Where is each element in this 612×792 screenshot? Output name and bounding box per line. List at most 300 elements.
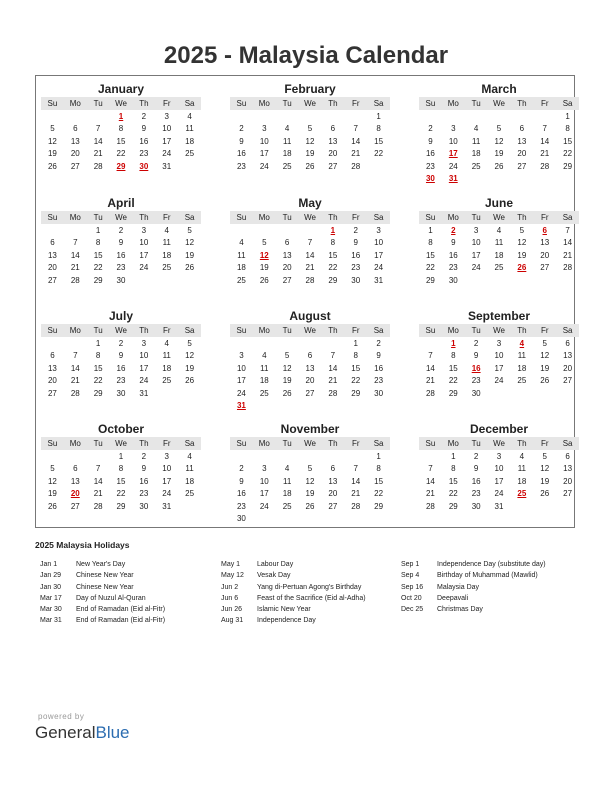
holiday-row xyxy=(40,615,165,626)
day-cell: 30 xyxy=(116,388,126,398)
day-cell: 25 xyxy=(162,376,172,386)
holiday-day: 20 xyxy=(70,489,80,499)
day-cell: 30 xyxy=(374,388,384,398)
day-cell: 5 xyxy=(187,338,192,348)
brand-logo[interactable] xyxy=(35,723,130,743)
holiday-name: New Year's Day xyxy=(76,561,126,568)
day-cell: 20 xyxy=(563,476,573,486)
day-cell: 28 xyxy=(70,388,80,398)
day-cell: 11 xyxy=(185,464,194,474)
day-cell: 8 xyxy=(95,351,101,361)
weekday-label: Th xyxy=(139,326,149,335)
day-cell: 29 xyxy=(93,388,103,398)
weekday-label: Th xyxy=(517,99,527,108)
weekday-label: Su xyxy=(47,326,58,335)
week-row xyxy=(41,249,201,262)
day-cell: 13 xyxy=(328,136,338,146)
week-row xyxy=(230,262,390,275)
holiday-day: 31 xyxy=(236,401,246,411)
day-cell: 29 xyxy=(425,275,435,285)
weekday-label: We xyxy=(304,326,316,335)
holiday-date: Sep 16 xyxy=(401,583,424,591)
day-cell: 9 xyxy=(451,238,456,248)
weekday-label: Mo xyxy=(258,439,270,448)
week-row xyxy=(419,148,579,161)
weekday-label: Tu xyxy=(282,326,292,335)
day-cell: 8 xyxy=(376,464,381,474)
day-cell: 3 xyxy=(473,225,479,235)
day-cell: 15 xyxy=(425,250,435,260)
weekday-header xyxy=(41,97,201,110)
day-cell: 19 xyxy=(540,363,550,373)
month-may xyxy=(230,195,390,287)
day-cell: 3 xyxy=(164,111,169,121)
calendar-grid xyxy=(35,75,575,528)
day-cell: 5 xyxy=(50,464,55,474)
day-cell: 29 xyxy=(374,501,384,511)
holiday-name: Yang di-Pertuan Agong's Birthday xyxy=(257,583,362,591)
holiday-name: Day of Nuzul Al-Quran xyxy=(76,594,146,602)
weekday-label: Sa xyxy=(562,439,573,448)
holiday-day: 4 xyxy=(519,338,525,348)
weekday-label: Sa xyxy=(562,213,573,222)
day-cell: 19 xyxy=(305,489,315,499)
brand-part-2: Blue xyxy=(95,723,130,742)
day-cell: 21 xyxy=(425,376,435,386)
day-cell: 12 xyxy=(540,351,550,361)
day-cell: 25 xyxy=(259,388,269,398)
holiday-name: Labour Day xyxy=(257,561,294,568)
day-cell: 14 xyxy=(351,476,361,486)
day-cell: 11 xyxy=(282,136,292,146)
week-row xyxy=(230,110,390,123)
day-cell: 20 xyxy=(517,149,527,159)
day-cell: 4 xyxy=(284,464,290,474)
day-cell: 6 xyxy=(284,238,290,248)
weekday-label: Su xyxy=(47,439,58,448)
day-cell: 27 xyxy=(328,161,338,171)
day-cell: 27 xyxy=(47,388,57,398)
weekday-label: Su xyxy=(236,213,247,222)
week-row xyxy=(230,375,390,388)
day-cell: 18 xyxy=(162,363,172,373)
weekday-label: Mo xyxy=(258,213,270,222)
month-name: December xyxy=(469,422,529,436)
day-cell: 22 xyxy=(425,263,435,273)
day-cell: 2 xyxy=(141,451,147,461)
day-cell: 16 xyxy=(351,250,361,260)
day-cell: 11 xyxy=(282,476,292,486)
weekday-header xyxy=(230,437,390,450)
week-row xyxy=(419,488,579,501)
day-cell: 12 xyxy=(185,351,195,361)
day-cell: 23 xyxy=(236,501,246,511)
day-cell: 26 xyxy=(282,388,292,398)
weekday-label: Sa xyxy=(373,439,384,448)
day-cell: 11 xyxy=(237,250,246,260)
weekday-label: Fr xyxy=(540,99,549,108)
day-cell: 27 xyxy=(517,161,527,171)
day-cell: 15 xyxy=(374,476,384,486)
day-cell: 28 xyxy=(563,263,573,273)
day-cell: 1 xyxy=(376,451,381,461)
holiday-name: Independence Day (substitute day) xyxy=(437,561,546,568)
week-row xyxy=(41,362,201,375)
day-cell: 10 xyxy=(139,238,149,248)
day-cell: 29 xyxy=(351,388,361,398)
weekday-label: Th xyxy=(517,326,527,335)
week-row xyxy=(419,249,579,262)
day-cell: 19 xyxy=(305,149,315,159)
day-cell: 9 xyxy=(118,238,124,248)
holiday-row xyxy=(401,593,546,604)
day-cell: 23 xyxy=(116,376,126,386)
day-cell: 13 xyxy=(47,250,57,260)
weekday-label: Th xyxy=(328,99,338,108)
day-cell: 15 xyxy=(374,136,384,146)
week-row xyxy=(230,475,390,488)
holiday-day: 17 xyxy=(448,149,458,159)
day-cell: 2 xyxy=(353,225,358,235)
day-cell: 19 xyxy=(540,476,550,486)
day-cell: 25 xyxy=(236,275,246,285)
week-row xyxy=(230,513,390,526)
holiday-date: May 12 xyxy=(221,572,244,580)
day-cell: 26 xyxy=(47,161,57,171)
weekday-label: We xyxy=(115,439,127,448)
weekday-label: Su xyxy=(47,213,58,222)
day-cell: 25 xyxy=(185,149,195,159)
day-cell: 5 xyxy=(284,351,290,361)
day-cell: 22 xyxy=(448,376,458,386)
holiday-date: Jan 29 xyxy=(40,572,62,580)
month-name: March xyxy=(481,82,517,96)
weekday-label: Mo xyxy=(69,213,81,222)
day-cell: 25 xyxy=(185,489,195,499)
day-cell: 30 xyxy=(351,275,361,285)
day-cell: 8 xyxy=(353,351,358,361)
day-cell: 27 xyxy=(563,376,573,386)
day-cell: 23 xyxy=(425,161,435,171)
weekday-label: Fr xyxy=(351,213,360,222)
day-cell: 28 xyxy=(305,275,315,285)
weekday-label: We xyxy=(115,99,127,108)
day-cell: 8 xyxy=(95,238,101,248)
weekday-label: Tu xyxy=(282,439,292,448)
day-cell: 9 xyxy=(376,351,381,361)
day-cell: 17 xyxy=(139,363,149,373)
day-cell: 16 xyxy=(139,136,149,146)
day-cell: 24 xyxy=(139,376,149,386)
day-cell: 8 xyxy=(451,464,456,474)
day-cell: 2 xyxy=(118,225,124,235)
day-cell: 13 xyxy=(70,136,80,146)
week-row xyxy=(230,450,390,463)
weekday-label: Su xyxy=(236,326,247,335)
weekday-label: Su xyxy=(425,439,436,448)
week-row xyxy=(230,274,390,287)
holiday-row xyxy=(221,615,366,626)
week-row xyxy=(419,463,579,476)
weekday-label: We xyxy=(304,439,316,448)
holiday-row xyxy=(40,582,165,593)
day-cell: 20 xyxy=(282,263,292,273)
day-cell: 15 xyxy=(351,363,361,373)
month-name: November xyxy=(280,422,340,436)
weekday-header xyxy=(419,437,579,450)
holiday-day: 25 xyxy=(517,489,527,499)
day-cell: 24 xyxy=(494,376,504,386)
week-row xyxy=(230,237,390,250)
day-cell: 2 xyxy=(239,464,244,474)
day-cell: 20 xyxy=(47,263,57,273)
holiday-day: 1 xyxy=(330,225,336,235)
day-cell: 17 xyxy=(259,489,269,499)
holiday-row xyxy=(221,570,366,581)
day-cell: 20 xyxy=(563,363,573,373)
weekday-label: Su xyxy=(236,99,247,108)
holiday-name: Christmas Day xyxy=(437,606,483,614)
month-february xyxy=(230,81,390,173)
month-december xyxy=(419,421,579,513)
weekday-label: Sa xyxy=(562,99,573,108)
day-cell: 20 xyxy=(47,376,57,386)
day-cell: 24 xyxy=(374,263,384,273)
day-cell: 15 xyxy=(328,250,338,260)
day-cell: 18 xyxy=(282,489,292,499)
weekday-label: Sa xyxy=(373,213,384,222)
weekday-label: Su xyxy=(425,326,436,335)
holiday-date: May 1 xyxy=(221,561,241,568)
day-cell: 4 xyxy=(187,111,192,121)
day-cell: 3 xyxy=(164,451,169,461)
holiday-day: 30 xyxy=(425,174,435,184)
day-cell: 12 xyxy=(47,136,57,146)
weekday-label: Tu xyxy=(471,99,481,108)
week-row xyxy=(41,337,201,350)
day-cell: 18 xyxy=(517,476,527,486)
week-row xyxy=(41,110,201,123)
month-august xyxy=(230,308,390,412)
day-cell: 26 xyxy=(259,275,269,285)
day-cell: 10 xyxy=(139,351,149,361)
day-cell: 27 xyxy=(328,501,338,511)
day-cell: 23 xyxy=(471,489,481,499)
day-cell: 18 xyxy=(259,376,269,386)
holiday-name: Chinese New Year xyxy=(76,572,134,580)
day-cell: 25 xyxy=(517,376,527,386)
day-cell: 14 xyxy=(563,238,573,248)
holiday-row xyxy=(221,582,366,593)
day-cell: 17 xyxy=(471,250,481,260)
day-cell: 19 xyxy=(494,149,504,159)
day-cell: 11 xyxy=(471,136,481,146)
week-row xyxy=(230,488,390,501)
day-cell: 28 xyxy=(425,501,435,511)
day-cell: 26 xyxy=(47,501,57,511)
weekday-label: Tu xyxy=(471,439,481,448)
month-name: October xyxy=(97,422,144,436)
day-cell: 17 xyxy=(494,363,504,373)
week-row xyxy=(419,224,579,237)
weekday-label: We xyxy=(493,326,505,335)
holiday-name: Malaysia Day xyxy=(437,583,480,591)
day-cell: 11 xyxy=(162,238,171,248)
weekday-label: Su xyxy=(47,99,58,108)
week-row xyxy=(419,173,579,186)
holiday-row xyxy=(221,604,366,615)
holiday-day: 1 xyxy=(451,338,456,348)
day-cell: 24 xyxy=(259,501,269,511)
weekday-label: Mo xyxy=(447,326,459,335)
day-cell: 11 xyxy=(517,351,527,361)
holidays-title: 2025 Malaysia Holidays xyxy=(35,540,130,550)
week-row xyxy=(41,262,201,275)
day-cell: 8 xyxy=(330,238,336,248)
day-cell: 9 xyxy=(428,136,433,146)
holiday-date: Mar 17 xyxy=(40,594,62,602)
day-cell: 29 xyxy=(448,388,458,398)
day-cell: 7 xyxy=(95,464,101,474)
day-cell: 17 xyxy=(139,250,149,260)
day-cell: 14 xyxy=(70,363,80,373)
day-cell: 18 xyxy=(517,363,527,373)
day-cell: 4 xyxy=(187,451,192,461)
weekday-label: Fr xyxy=(162,213,171,222)
day-cell: 19 xyxy=(259,263,269,273)
day-cell: 13 xyxy=(70,476,80,486)
day-cell: 10 xyxy=(162,464,172,474)
day-cell: 19 xyxy=(185,363,195,373)
day-cell: 6 xyxy=(73,124,78,134)
day-cell: 5 xyxy=(50,124,55,134)
day-cell: 23 xyxy=(448,263,458,273)
day-cell: 11 xyxy=(260,363,269,373)
holiday-row xyxy=(401,582,546,593)
day-cell: 27 xyxy=(47,275,57,285)
day-cell: 18 xyxy=(494,250,504,260)
day-cell: 16 xyxy=(236,149,246,159)
day-cell: 3 xyxy=(141,338,147,348)
day-cell: 19 xyxy=(47,149,57,159)
holiday-date: Mar 30 xyxy=(40,606,62,614)
day-cell: 21 xyxy=(328,376,338,386)
week-row xyxy=(41,237,201,250)
day-cell: 6 xyxy=(565,338,570,348)
day-cell: 3 xyxy=(496,451,502,461)
brand-part-1: General xyxy=(35,723,96,742)
day-cell: 12 xyxy=(517,238,527,248)
day-cell: 1 xyxy=(118,451,124,461)
day-cell: 11 xyxy=(185,124,194,134)
day-cell: 16 xyxy=(116,363,126,373)
day-cell: 21 xyxy=(305,263,315,273)
weekday-label: Th xyxy=(328,326,338,335)
weekday-label: Sa xyxy=(373,99,384,108)
day-cell: 11 xyxy=(162,351,171,361)
day-cell: 2 xyxy=(473,451,479,461)
holiday-day: 31 xyxy=(448,174,458,184)
weekday-label: Tu xyxy=(93,439,103,448)
day-cell: 6 xyxy=(50,238,55,248)
day-cell: 23 xyxy=(139,149,149,159)
powered-by-text: powered by xyxy=(38,712,85,721)
day-cell: 11 xyxy=(517,464,527,474)
holiday-date: Mar 31 xyxy=(40,617,62,625)
day-cell: 29 xyxy=(116,501,126,511)
week-row xyxy=(41,350,201,363)
week-row xyxy=(41,475,201,488)
day-cell: 17 xyxy=(162,476,172,486)
weekday-label: Su xyxy=(425,99,436,108)
holiday-date: Dec 25 xyxy=(401,606,424,614)
day-cell: 9 xyxy=(118,351,124,361)
day-cell: 18 xyxy=(162,250,172,260)
day-cell: 10 xyxy=(162,124,172,134)
day-cell: 7 xyxy=(353,464,358,474)
day-cell: 18 xyxy=(236,263,246,273)
weekday-label: Tu xyxy=(282,99,292,108)
day-cell: 2 xyxy=(239,124,244,134)
day-cell: 14 xyxy=(351,136,361,146)
day-cell: 15 xyxy=(93,250,103,260)
month-june xyxy=(419,195,579,287)
holiday-column xyxy=(221,559,366,627)
day-cell: 21 xyxy=(425,489,435,499)
holiday-date: Sep 1 xyxy=(401,561,420,568)
holiday-day: 2 xyxy=(451,225,456,235)
week-row xyxy=(419,362,579,375)
day-cell: 19 xyxy=(185,250,195,260)
week-row xyxy=(419,160,579,173)
holiday-name: End of Ramadan (Eid al-Fitr) xyxy=(76,617,166,625)
day-cell: 20 xyxy=(305,376,315,386)
day-cell: 31 xyxy=(162,501,172,511)
week-row xyxy=(230,135,390,148)
holiday-day: 26 xyxy=(517,263,527,273)
day-cell: 24 xyxy=(494,489,504,499)
day-cell: 30 xyxy=(139,501,149,511)
weekday-label: Fr xyxy=(540,326,549,335)
weekday-label: Fr xyxy=(162,439,171,448)
weekday-label: Fr xyxy=(540,213,549,222)
weekday-label: Sa xyxy=(184,99,195,108)
weekday-label: We xyxy=(304,213,316,222)
day-cell: 22 xyxy=(93,263,103,273)
day-cell: 13 xyxy=(328,476,338,486)
weekday-header xyxy=(419,324,579,337)
holiday-day: 16 xyxy=(471,363,481,373)
month-march xyxy=(419,81,579,185)
day-cell: 25 xyxy=(162,263,172,273)
day-cell: 28 xyxy=(540,161,550,171)
day-cell: 14 xyxy=(93,476,103,486)
week-row xyxy=(230,249,390,262)
week-row xyxy=(230,400,390,413)
day-cell: 10 xyxy=(236,363,246,373)
weekday-label: Tu xyxy=(282,213,292,222)
weekday-header xyxy=(41,211,201,224)
weekday-label: Tu xyxy=(93,326,103,335)
weekday-label: We xyxy=(115,326,127,335)
day-cell: 29 xyxy=(93,275,103,285)
holiday-date: Jan 30 xyxy=(40,583,62,591)
day-cell: 10 xyxy=(374,238,384,248)
weekday-label: Mo xyxy=(69,326,81,335)
weekday-label: Mo xyxy=(69,439,81,448)
holiday-row xyxy=(40,604,165,615)
weekday-label: We xyxy=(304,99,316,108)
